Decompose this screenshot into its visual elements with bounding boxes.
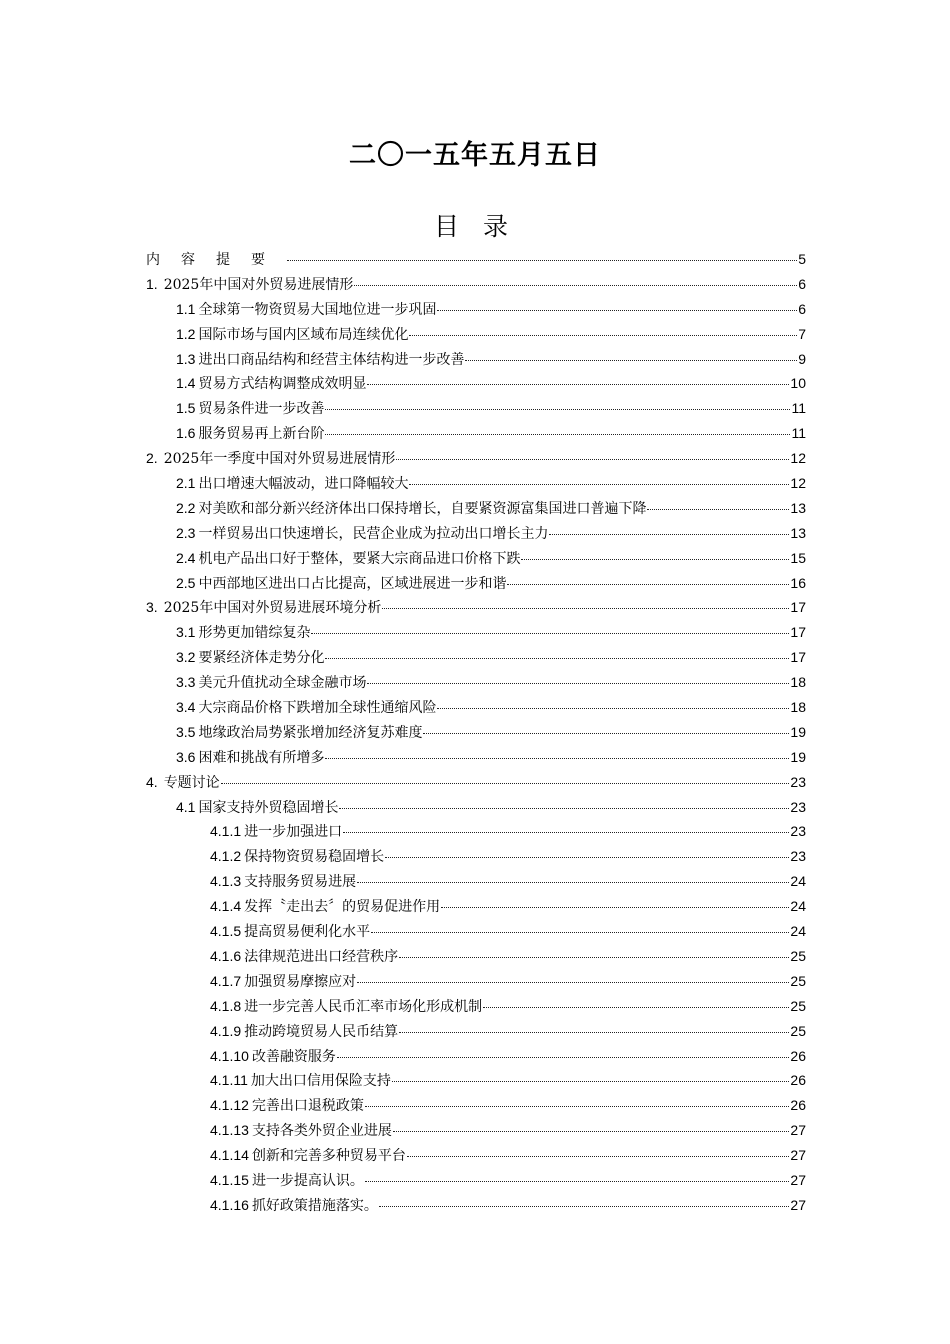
toc-entry-number: 3.4 [176,699,196,716]
toc-entry-number: 2.5 [176,574,196,591]
toc-entry-number: 2. [146,450,158,467]
toc-dot-leader [483,1007,789,1008]
toc-dot-leader [392,1081,790,1082]
toc-dot-leader [339,808,789,809]
toc-entry-page: 11 [791,425,806,442]
toc-dot-leader [354,285,797,286]
toc-entry-title: 一样贸易出口快速增长，民营企业成为拉动出口增长主力 [198,525,549,542]
toc-entry[interactable] [146,1145,806,1170]
toc-entry-page: 12 [790,450,806,467]
toc-entry-page: 19 [790,723,806,740]
toc-entry-page: 16 [790,574,806,591]
toc-entry-page: 6 [798,300,806,317]
toc-dot-leader [521,559,789,560]
toc-entry-title: 全球第一物资贸易大国地位进一步巩固 [198,301,437,318]
toc-entry-page: 27 [790,1171,806,1188]
toc-entry-title: 法律规范进出口经营秩序 [244,948,399,965]
toc-entry-number: 1. [146,275,158,292]
toc-entry-title: 加强贸易摩擦应对 [244,973,357,990]
toc-entry-title: 困难和挑战有所增多 [198,749,325,766]
toc-entry-title: 要紧经济体走势分化 [198,650,325,667]
toc-dot-leader [343,832,789,833]
toc-entry[interactable] [146,896,806,921]
toc-entry[interactable] [146,772,806,797]
toc-entry[interactable] [146,398,806,423]
toc-entry[interactable] [146,548,806,573]
toc-entry-title: 保持物资贸易稳固增长 [244,849,385,866]
toc-entry-number: 4.1.9 [210,1022,242,1039]
toc-dot-leader [465,360,797,361]
toc-entry-title: 中西部地区进出口占比提高，区域进展进一步和谐 [198,575,507,592]
toc-entry-title: 2025年中国对外贸易进展环境分析 [163,600,382,617]
toc-entry-title: 大宗商品价格下跌增加全球性通缩风险 [198,700,437,717]
toc-entry-title: 进一步加强进口 [244,824,343,841]
toc-entry[interactable] [146,1046,806,1071]
toc-entry-title: 国家支持外贸稳固增长 [198,799,339,816]
toc-entry-title: 进一步提高认识。 [251,1172,364,1189]
toc-entry-page: 17 [790,599,806,616]
toc-entry[interactable] [146,946,806,971]
toc-entry[interactable] [146,797,806,822]
toc-entry-title: 国际市场与国内区域布局连续优化 [198,326,409,343]
toc-dot-leader [287,260,797,261]
toc-dot-leader [437,708,789,709]
toc-dot-leader [325,434,790,435]
toc-entry-number: 4. [146,773,158,790]
toc-entry-number: 4.1.16 [210,1196,249,1213]
toc-entry[interactable] [146,1195,806,1220]
toc-entry[interactable] [146,722,806,747]
toc-dot-leader [365,1181,789,1182]
toc-dot-leader [337,1057,789,1058]
toc-heading: 目 录 [434,212,516,241]
toc-entry-number: 2.3 [176,524,196,541]
toc-entry[interactable] [146,373,806,398]
toc-entry-number: 4.1.12 [210,1097,249,1114]
toc-entry-number: 2.1 [176,475,196,492]
toc-entry-number: 4.1.11 [210,1072,248,1089]
toc-entry-page: 12 [790,475,806,492]
toc-entry-title: 推动跨境贸易人民币结算 [244,1023,399,1040]
toc-entry-number: 3.6 [176,748,196,765]
toc-entry[interactable] [146,846,806,871]
toc-entry[interactable] [146,498,806,523]
toc-entry[interactable] [146,747,806,772]
toc-entry-number: 1.5 [176,400,196,417]
toc-entry-title: 支持各类外贸企业进展 [251,1123,392,1140]
toc-dot-leader [367,384,789,385]
toc-entry-number: 4.1.5 [210,923,242,940]
toc-entry-title: 专题讨论 [163,774,220,791]
toc-entry-page: 25 [790,997,806,1014]
toc-entry-page: 25 [790,1022,806,1039]
table-of-contents [146,249,806,1220]
toc-entry-page: 9 [798,350,806,367]
toc-entry-page: 27 [790,1122,806,1139]
toc-entry-title: 进出口商品结构和经营主体结构进一步改善 [198,351,465,368]
toc-entry[interactable] [146,921,806,946]
toc-entry-title: 抓好政策措施落实。 [251,1197,378,1214]
toc-dot-leader [311,633,789,634]
toc-entry-page: 13 [790,499,806,516]
toc-entry-page: 24 [790,898,806,915]
toc-entry-page: 24 [790,923,806,940]
toc-entry[interactable] [146,697,806,722]
toc-entry-title: 2025年一季度中国对外贸易进展情形 [163,451,396,468]
toc-entry-title: 美元升值扰动全球金融市场 [198,675,367,692]
toc-entry-number: 4.1.2 [210,848,242,865]
toc-entry-number: 4.1.3 [210,873,242,890]
toc-dot-leader [357,982,789,983]
toc-entry[interactable] [146,1120,806,1145]
toc-dot-leader [399,957,789,958]
toc-entry-page: 7 [798,325,806,342]
toc-entry-page: 15 [790,549,806,566]
toc-entry-page: 17 [790,649,806,666]
toc-dot-leader [382,608,789,609]
toc-entry[interactable] [146,523,806,548]
toc-entry-page: 13 [790,524,806,541]
toc-entry[interactable] [146,672,806,697]
toc-dot-leader [393,1131,789,1132]
toc-entry-number: 3. [146,599,158,616]
toc-entry-page: 11 [791,400,806,417]
toc-entry[interactable] [146,299,806,324]
toc-entry[interactable] [146,274,806,299]
toc-entry[interactable] [146,473,806,498]
toc-entry-number: 4.1.14 [210,1147,249,1164]
toc-entry-number: 1.2 [176,325,196,342]
toc-entry[interactable] [146,871,806,896]
toc-entry-title: 形势更加错综复杂 [198,625,311,642]
toc-dot-leader [396,459,789,460]
toc-entry-page: 27 [790,1196,806,1213]
toc-dot-leader [325,658,789,659]
toc-entry-title: 支持服务贸易进展 [244,874,357,891]
toc-entry-number: 4.1.1 [210,823,242,840]
toc-entry[interactable] [146,349,806,374]
toc-entry[interactable] [146,647,806,672]
toc-entry-number: 3.1 [176,624,196,641]
toc-entry-number: 3.2 [176,649,196,666]
toc-entry[interactable] [146,423,806,448]
toc-dot-leader [371,932,789,933]
toc-entry-page: 25 [790,947,806,964]
toc-entry[interactable] [146,573,806,598]
toc-entry-number: 2.2 [176,499,196,516]
toc-dot-leader [385,857,789,858]
toc-entry-title: 创新和完善多种贸易平台 [251,1148,406,1165]
toc-entry[interactable] [146,1170,806,1195]
toc-entry-number: 3.5 [176,723,196,740]
toc-entry-page: 23 [790,848,806,865]
toc-entry[interactable] [146,1021,806,1046]
toc-dot-leader [221,783,790,784]
toc-entry-title: 地缘政治局势紧张增加经济复苏难度 [198,724,423,741]
toc-entry-title: 服务贸易再上新台阶 [198,426,325,443]
toc-entry[interactable] [146,1070,806,1095]
toc-dot-leader [441,907,789,908]
toc-entry[interactable] [146,249,806,274]
toc-entry-title: 进一步完善人民币汇率市场化形成机制 [244,998,483,1015]
toc-entry-number: 4.1.13 [210,1122,249,1139]
toc-dot-leader [409,484,789,485]
toc-dot-leader [325,758,789,759]
toc-entry-page: 5 [798,251,806,267]
toc-dot-leader [549,534,789,535]
toc-entry-number: 1.6 [176,425,196,442]
toc-entry[interactable] [146,971,806,996]
toc-entry-number: 4.1.10 [210,1047,249,1064]
toc-dot-leader [423,733,789,734]
toc-entry[interactable] [146,1095,806,1120]
toc-entry[interactable] [146,821,806,846]
toc-dot-leader [325,409,790,410]
toc-entry[interactable] [146,597,806,622]
toc-entry[interactable] [146,324,806,349]
toc-entry-title: 对美欧和部分新兴经济体出口保持增长，自要紧资源富集国进口普遍下降 [198,500,647,517]
toc-dot-leader [507,584,789,585]
toc-entry-page: 26 [790,1047,806,1064]
toc-entry-title: 加大出口信用保险支持 [250,1073,391,1090]
toc-entry-title: 提高贸易便利化水平 [244,924,371,941]
toc-entry-title: 发挥〝走出去〞的贸易促进作用 [244,899,441,916]
toc-entry-number: 3.3 [176,674,196,691]
toc-entry[interactable] [146,996,806,1021]
toc-dot-leader [437,310,797,311]
toc-entry-page: 26 [790,1097,806,1114]
toc-entry-title: 2025年中国对外贸易进展情形 [163,276,354,293]
toc-entry-number: 4.1.4 [210,898,242,915]
toc-dot-leader [647,509,789,510]
toc-entry-title: 内容提要 [146,252,286,268]
toc-entry-page: 18 [790,699,806,716]
toc-entry-title: 改善融资服务 [251,1048,336,1065]
date-title: 二〇一五年五月五日 [349,140,601,171]
toc-entry-number: 1.1 [176,300,196,317]
toc-entry-page: 18 [790,674,806,691]
toc-entry-number: 1.4 [176,375,196,392]
toc-entry-page: 27 [790,1147,806,1164]
toc-entry-page: 23 [790,773,806,790]
toc-entry-number: 4.1 [176,798,196,815]
toc-entry-title: 出口增速大幅波动，进口降幅较大 [198,476,409,493]
toc-dot-leader [365,1106,789,1107]
toc-entry-page: 23 [790,823,806,840]
toc-entry-page: 10 [790,375,806,392]
toc-entry-title: 机电产品出口好于整体，要紧大宗商品进口价格下跌 [198,550,521,567]
toc-entry-page: 24 [790,873,806,890]
toc-entry-title: 完善出口退税政策 [251,1098,364,1115]
toc-dot-leader [399,1032,789,1033]
toc-dot-leader [407,1156,789,1157]
toc-entry-title: 贸易方式结构调整成效明显 [198,376,367,393]
toc-entry-page: 23 [790,798,806,815]
toc-entry-title: 贸易条件进一步改善 [198,401,325,418]
toc-dot-leader [357,882,789,883]
toc-entry-number: 4.1.7 [210,972,242,989]
toc-entry-page: 26 [790,1072,806,1089]
toc-dot-leader [379,1206,789,1207]
toc-entry-page: 25 [790,972,806,989]
toc-entry-page: 19 [790,748,806,765]
toc-entry-number: 4.1.8 [210,997,242,1014]
toc-dot-leader [367,683,789,684]
toc-entry-page: 17 [790,624,806,641]
toc-entry[interactable] [146,448,806,473]
toc-entry-number: 1.3 [176,350,196,367]
toc-entry-number: 2.4 [176,549,196,566]
toc-entry[interactable] [146,622,806,647]
toc-entry-page: 6 [798,275,806,292]
toc-entry-number: 4.1.15 [210,1171,249,1188]
toc-entry-number: 4.1.6 [210,947,242,964]
toc-dot-leader [409,335,797,336]
